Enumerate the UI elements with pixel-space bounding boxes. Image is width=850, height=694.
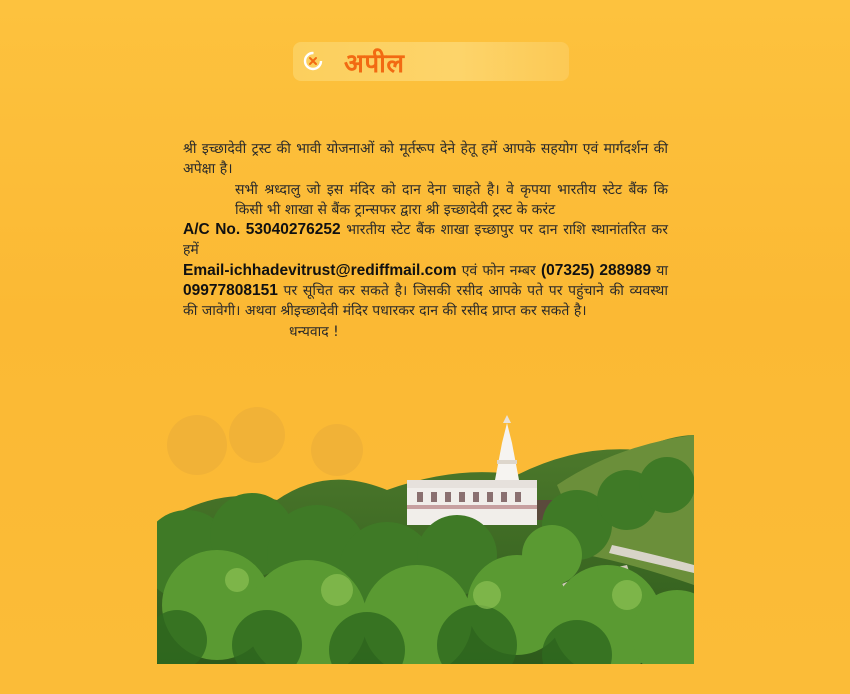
page-title: अपील [344,49,405,79]
account-number: A/C No. 53040276252 [183,221,341,239]
email-link[interactable]: Email-ichhadevitrust@rediffmail.com [183,261,457,279]
phone-prefix: एवं फोन नम्बर [461,262,536,279]
donation-text: सभी श्रध्दालु जो इस मंदिर को दान देना चाहते है। वे कृपया भारतीय स्टेट बैंक कि किसी भी शाखा से बैंक ट्रान्सफर द्वारा श्री इच्छादेवी ट्रस्ट के करंट [235,181,668,218]
receipt-text: पर सूचित कर सकते है। जिसकी रसीद आपके पते पर पहुंचाने की व्यवस्था की जावेगी। अथवा श्रीइच्छादेवी मंदिर पधारकर दान की रसीद प्राप्त कर सकते है। [183,283,668,320]
paragraph-intro: श्री इच्छादेवी ट्रस्ट की भावी योजनाओं को मूर्तरूप देने हेतू हमें आपके सहयोग एवं मार्गदर्शन की अपेक्षा है। [183,141,668,178]
temple-photo [157,405,694,664]
transfer-text: भारतीय स्टेट बैंक शाखा इच्छापुर पर दान राशि स्थानांतरित कर हमें [183,222,668,259]
phone-number-2: 09977808151 [183,282,278,300]
title-banner [293,42,569,81]
paragraph-donation [183,180,668,221]
account-line [183,220,668,261]
phone-number-1: (07325) 288989 [540,261,652,279]
phone-or: या [656,262,669,279]
thanks-text: धन्यवाद ! [289,323,339,340]
refresh-x-icon [302,50,324,72]
contact-line [183,261,668,322]
appeal-text [183,139,668,342]
